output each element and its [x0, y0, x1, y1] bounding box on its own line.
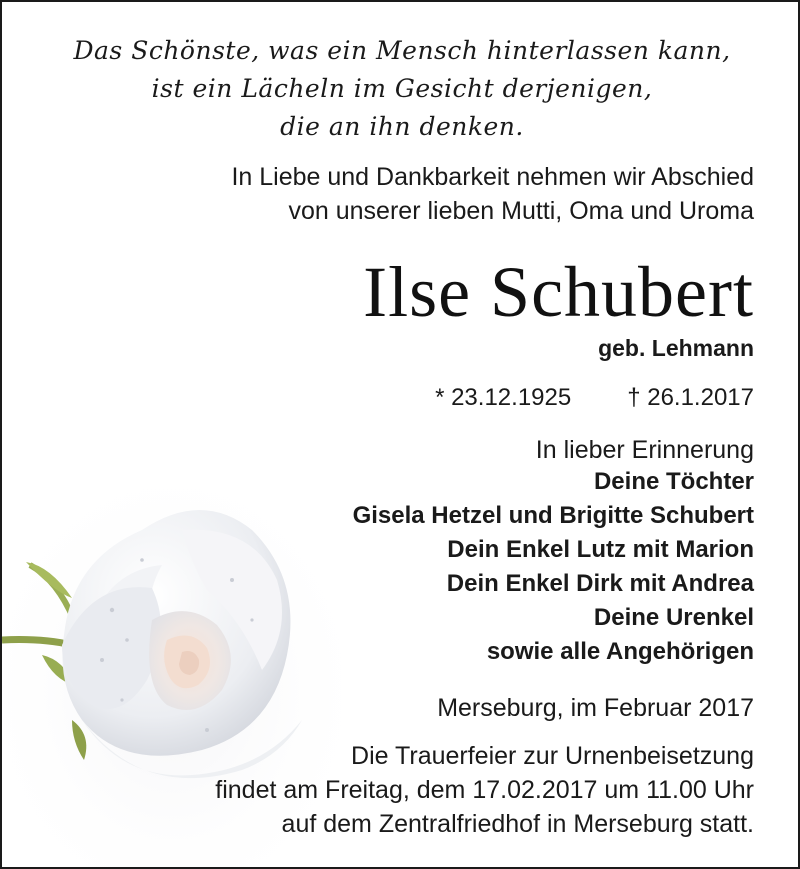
motto-quote [2, 32, 800, 146]
intro-text [231, 160, 754, 228]
birth-date: * 23.12.1925 [435, 384, 572, 411]
life-dates [435, 383, 754, 413]
funeral-info [215, 739, 754, 841]
mourner-line: Dein Enkel Lutz mit Marion [447, 536, 754, 563]
place-date: Merseburg, im Februar 2017 [437, 694, 754, 722]
motto-line: ist ein Lächeln im Gesicht derjenigen, [151, 74, 653, 103]
mourner-line: Deine Urenkel [593, 604, 754, 631]
birth-name: geb. Lehmann [598, 335, 754, 361]
funeral-line: Die Trauerfeier zur Urnenbeisetzung [351, 742, 754, 770]
funeral-line: auf dem Zentralfriedhof in Merseburg statt. [281, 810, 754, 838]
memory-title: In lieber Erinnerung [535, 436, 754, 464]
mourners-list [353, 465, 754, 669]
death-date: † 26.1.2017 [627, 384, 754, 411]
motto-line: die an ihn denken. [280, 112, 524, 141]
intro-line: von unserer lieben Mutti, Oma und Uroma [288, 197, 754, 225]
deceased-name: Ilse Schubert [363, 252, 754, 332]
mourner-line: sowie alle Angehörigen [486, 638, 754, 665]
motto-line: Das Schönste, was ein Mensch hinterlassen kann, [73, 36, 731, 65]
mourner-line: Deine Töchter [593, 468, 754, 495]
intro-line: In Liebe und Dankbarkeit nehmen wir Abschied [231, 163, 754, 191]
mourner-line: Gisela Hetzel und Brigitte Schubert [352, 502, 754, 529]
funeral-line: findet am Freitag, dem 17.02.2017 um 11.00 Uhr [215, 776, 754, 804]
mourner-line: Dein Enkel Dirk mit Andrea [446, 570, 754, 597]
